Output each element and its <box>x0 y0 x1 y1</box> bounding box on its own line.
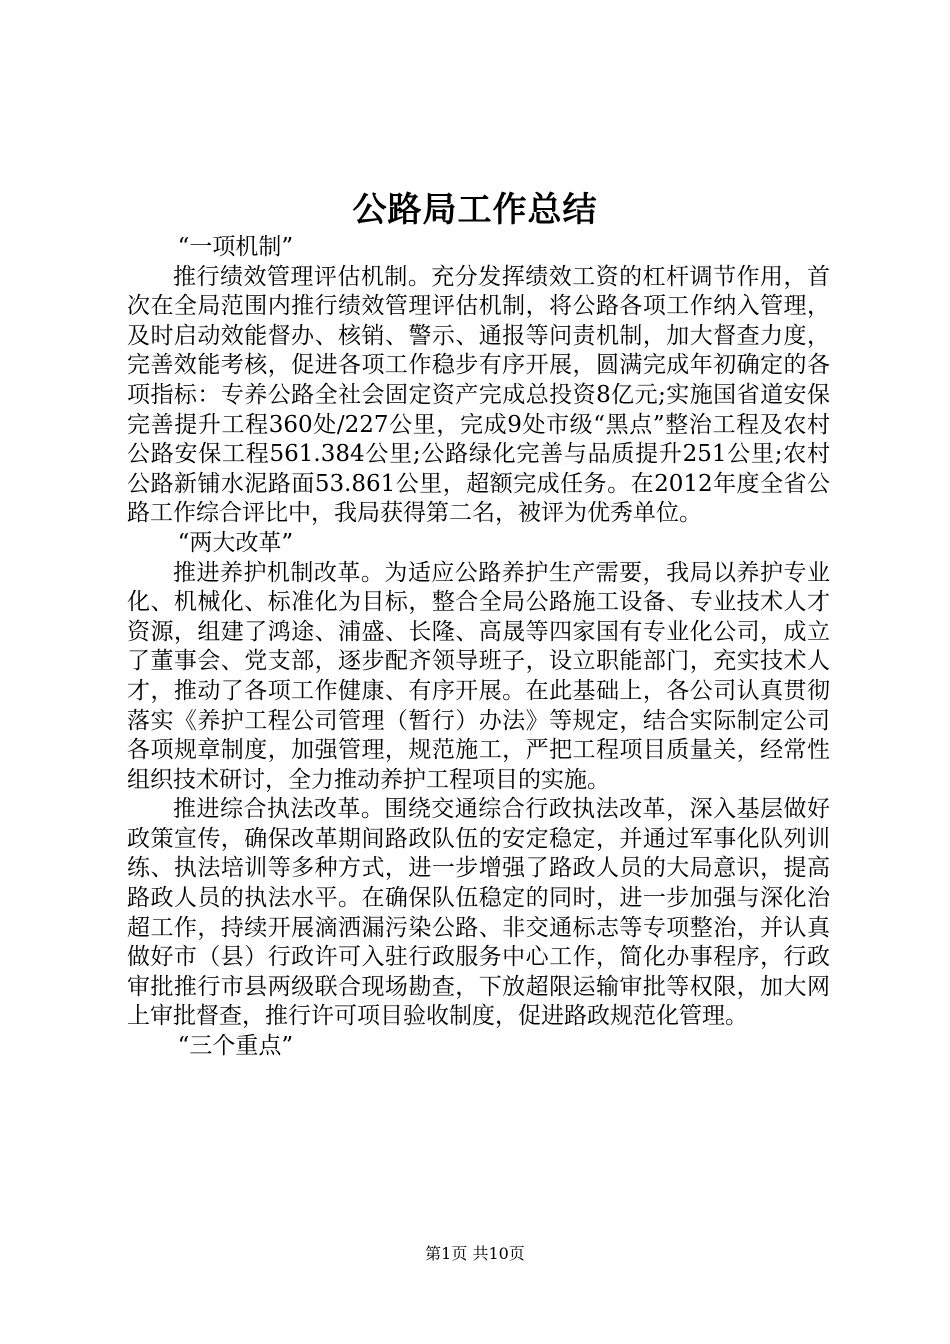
page-number-footer: 第1页 共10页 <box>425 1244 525 1263</box>
paragraph-performance-management: 推行绩效管理评估机制。充分发挥绩效工资的杠杆调节作用，首次在全局范围内推行绩效管理评估机制，将公路各项工作纳入管理，及时启动效能督办、核销、警示、通报等问责机制，加大督查力度，完善效能考核，促进各项工作稳步有序开展，圆满完成年初确定的各项指标：专养公路全社会固定资产完成总投资8亿元;实施国省道安保完善提升工程360处/227公里，完成9处市级“黑点”整治工程及农村公路安保工程561.384公里;公路绿化完善与品质提升251公里;农村公路新铺水泥路面53.861公里，超额完成任务。在2012年度全省公路工作综合评比中，我局获得第二名，被评为优秀单位。 <box>127 263 830 527</box>
document-body <box>127 233 830 1062</box>
document-title: 公路局工作总结 <box>352 190 598 230</box>
section-heading-three-priorities: “三个重点” <box>177 1033 294 1060</box>
paragraph-maintenance-reform: 推进养护机制改革。为适应公路养护生产需要，我局以养护专业化、机械化、标准化为目标，整合全局公路施工设备、专业技术人才资源，组建了鸿途、浦盛、长隆、高晟等四家国有专业化公司，成立了董事会、党支部，逐步配齐领导班子，设立职能部门，充实技术人才，推动了各项工作健康、有序开展。在此基础上，各公司认真贯彻落实《养护工程公司管理（暂行）办法》等规定，结合实际制定公司各项规章制度，加强管理，规范施工，严把工程项目质量关，经常性组织技术研讨，全力推动养护工程项目的实施。 <box>127 559 830 793</box>
section-heading-two-reforms: “两大改革” <box>177 529 294 556</box>
paragraph-enforcement-reform: 推进综合执法改革。围绕交通综合行政执法改革，深入基层做好政策宣传，确保改革期间路政队伍的安定稳定，并通过军事化队列训练、执法培训等多种方式，进一步增强了路政人员的大局意识，提高路政人员的执法水平。在确保队伍稳定的同时，进一步加强与深化治超工作，持续开展滴洒漏污染公路、非交通标志等专项整治，并认真做好市（县）行政许可入驻行政服务中心工作，简化办事程序，行政审批推行市县两级联合现场勘查，下放超限运输审批等权限，加大网上审批督查，推行许可项目验收制度，促进路政规范化管理。 <box>127 796 830 1030</box>
section-heading-one-mechanism: “一项机制” <box>177 234 294 260</box>
